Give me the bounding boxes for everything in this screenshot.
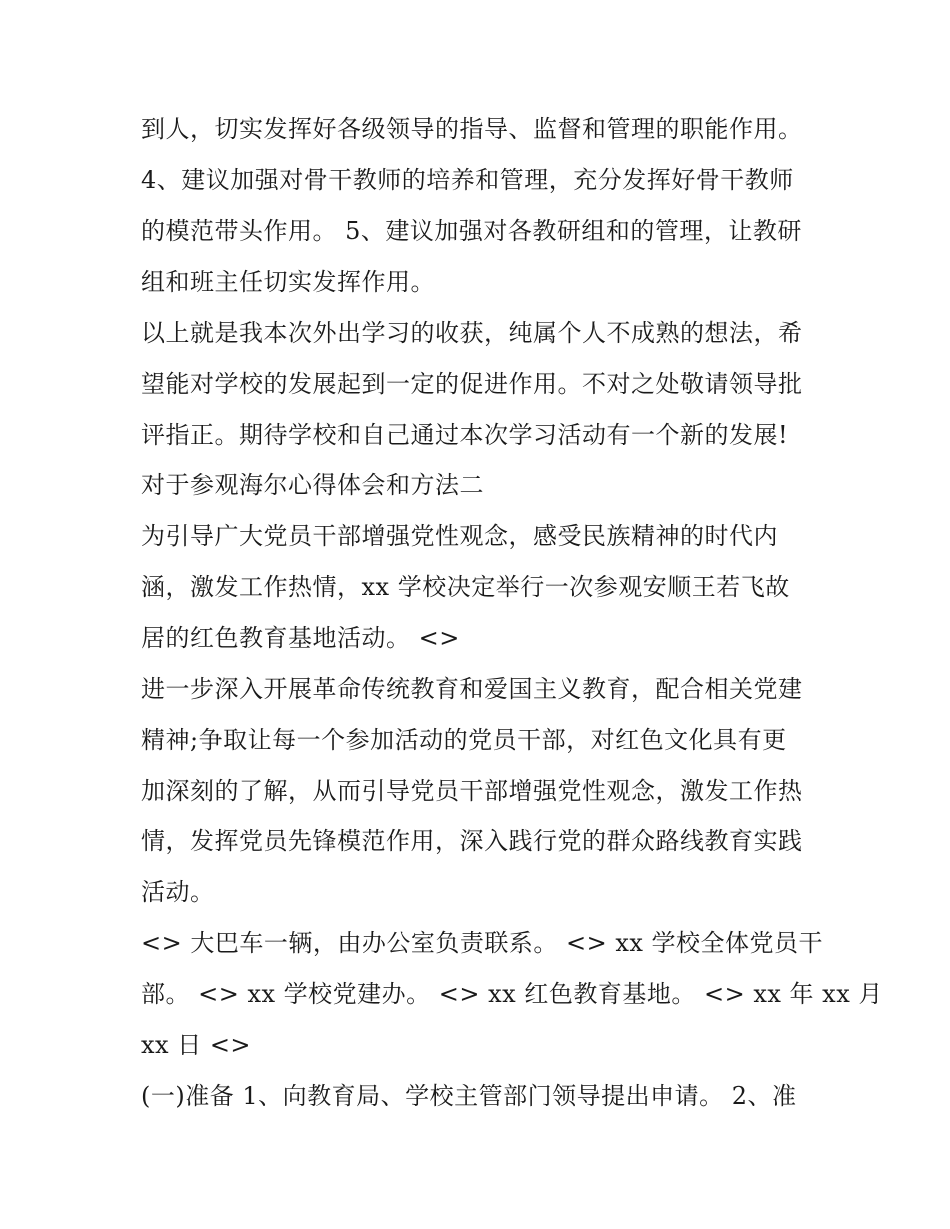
text-line: 4、建议加强对骨干教师的培养和管理，充分发挥好骨干教师 <box>141 166 794 194</box>
text-line: 望能对学校的发展起到一定的促进作用。不对之处敬请领导批 <box>141 370 803 398</box>
section-heading: 对于参观海尔心得体会和方法二 <box>141 471 484 499</box>
text-line: 以上就是我本次外出学习的收获，纯属个人不成熟的想法，希 <box>141 319 803 347</box>
text-line: 加深刻的了解，从而引导党员干部增强党性观念，激发工作热 <box>141 777 803 805</box>
text-line: 精神;争取让每一个参加活动的党员干部，对红色文化具有更 <box>141 726 787 754</box>
text-line: 进一步深入开展革命传统教育和爱国主义教育，配合相关党建 <box>141 675 803 703</box>
text-line: 为引导广大党员干部增强党性观念，感受民族精神的时代内 <box>141 522 778 550</box>
text-line: 组和班主任切实发挥作用。 <box>141 268 435 296</box>
text-line: 活动。 <box>141 878 215 906</box>
text-line: (一)准备 1、向教育局、学校主管部门领导提出申请。 2、准 <box>141 1082 797 1110</box>
text-line: 涵，激发工作热情，xx 学校决定举行一次参观安顺王若飞故 <box>141 573 790 601</box>
text-line: 情，发挥党员先锋模范作用，深入践行党的群众路线教育实践 <box>141 827 803 855</box>
text-line: 到人，切实发挥好各级领导的指导、监督和管理的职能作用。 <box>141 115 803 143</box>
text-line: <> 大巴车一辆，由办公室负责联系。 <> xx 学校全体党员干 <box>141 929 824 957</box>
text-line: 居的红色教育基地活动。 <> <box>141 624 460 652</box>
text-line: 部。 <> xx 学校党建办。 <> xx 红色教育基地。 <> xx 年 xx 月 <box>141 980 883 1008</box>
text-line: 评指正。期待学校和自己通过本次学习活动有一个新的发展! <box>141 421 789 449</box>
text-line: xx 日 <> <box>141 1031 252 1059</box>
text-line: 的模范带头作用。 5、建议加强对各教研组和的管理，让教研 <box>141 217 802 245</box>
